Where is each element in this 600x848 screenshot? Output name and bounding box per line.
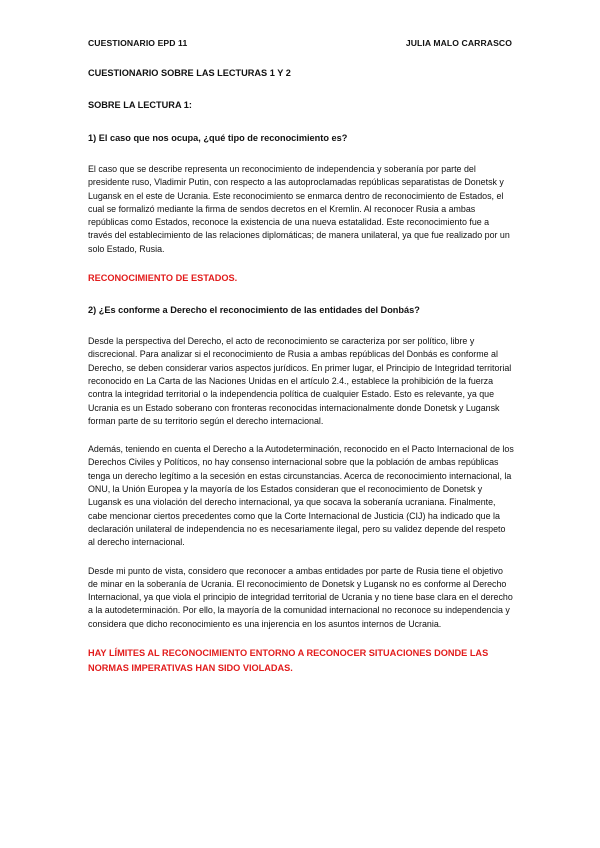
document-title: CUESTIONARIO SOBRE LAS LECTURAS 1 Y 2 [88,68,291,78]
answer-1-paragraph: El caso que se describe representa un reconocimiento de independencia y soberanía por parte del presidente ruso, Vladimir Putin, con respecto a las autoproclamadas repúblicas separatistas de Donetsk y Lugansk en el este de Ucrania. Este reconocimiento se enmarca dentro de reconocimiento de Estados, el cual se formalizó mediante la firma de sendos decretos en el Kremlin. Al reconocer Rusia a ambas repúblicas como Estados, reconoce la existencia de una nueva estatalidad. Este reconocimiento fue a través del establecimiento de las relaciones diplomáticas; de manera unilateral, ya que fue realizado por un solo Estado, Rusia. [88,164,510,254]
question-1: 1) El caso que nos ocupa, ¿qué tipo de reconocimiento es? [88,133,348,143]
header-right: JULIA MALO CARRASCO [405,38,512,48]
document-body [88,68,514,693]
page-header [88,38,512,48]
answer-2-conclusion: HAY LÍMITES AL RECONOCIMIENTO ENTORNO A RECONOCER SITUACIONES DONDE LAS NORMAS IMPERATIVAS HAN SIDO VIOLADAS. [88,648,489,673]
answer-2-paragraph: Desde la perspectiva del Derecho, el acto de reconocimiento se caracteriza por ser político, libre y discrecional. Para analizar si el reconocimiento de Rusia a ambas repúblicas del Donbás es conforme al Derecho, se deben considerar varios aspectos jurídicos. En primer lugar, el Principio de Integridad territorial reconocido en La Carta de las Naciones Unidas en el artículo 2.4., establece la prohibición de la fuerza contra la integridad territorial o la independencia política de cualquier Estado. Esto es relevante, ya que Ucrania es un Estado soberano con fronteras reconocidas internacionalmente donde Donetsk y Lugansk forman parte de su territorio según el derecho internacional. [88,336,512,426]
answer-1-conclusion: RECONOCIMIENTO DE ESTADOS. [88,273,238,284]
answer-2-paragraph: Desde mi punto de vista, considero que reconocer a ambas entidades por parte de Rusia tiene el objetivo de minar en la soberanía de Ucrania. El reconocimiento de Donetsk y Lugansk no es conforme al Derecho Internacional, ya que viola el principio de integridad territorial de Ucrania y no tiene base clara en el derecho a la autodeterminación. Por ello, la mayoría de la comunidad internacional no reconoce su independencia y considera que dicho reconocimiento es una injerencia en los asuntos internos de Ucrania. [88,565,513,629]
section-heading: SOBRE LA LECTURA 1: [88,100,192,110]
answer-2-paragraph: Además, teniendo en cuenta el Derecho a la Autodeterminación, reconocido en el Pacto Internacional de los Derechos Civiles y Políticos, no hay consenso internacional sobre que la población de ambas repúblicas tenga un derecho legítimo a la secesión en estas circunstancias. Acerca de reconocimiento internacional, la ONU, la Unión Europea y la mayoría de los Estados consideran que el reconocimiento de Donetsk y Lugansk es una violación del derecho internacional, ya que socava la soberanía ucraniana. Finalmente, cabe mencionar ciertos precedentes como que la Corte Internacional de Justicia (CIJ) ha indicado que la declaración unilateral de independencia no es necesariamente ilegal, pero su validez depende del respeto al derecho internacional. [88,444,514,548]
question-2: 2) ¿Es conforme a Derecho el reconocimiento de las entidades del Donbás? [88,305,420,316]
header-left: CUESTIONARIO EPD 11 [88,38,188,48]
